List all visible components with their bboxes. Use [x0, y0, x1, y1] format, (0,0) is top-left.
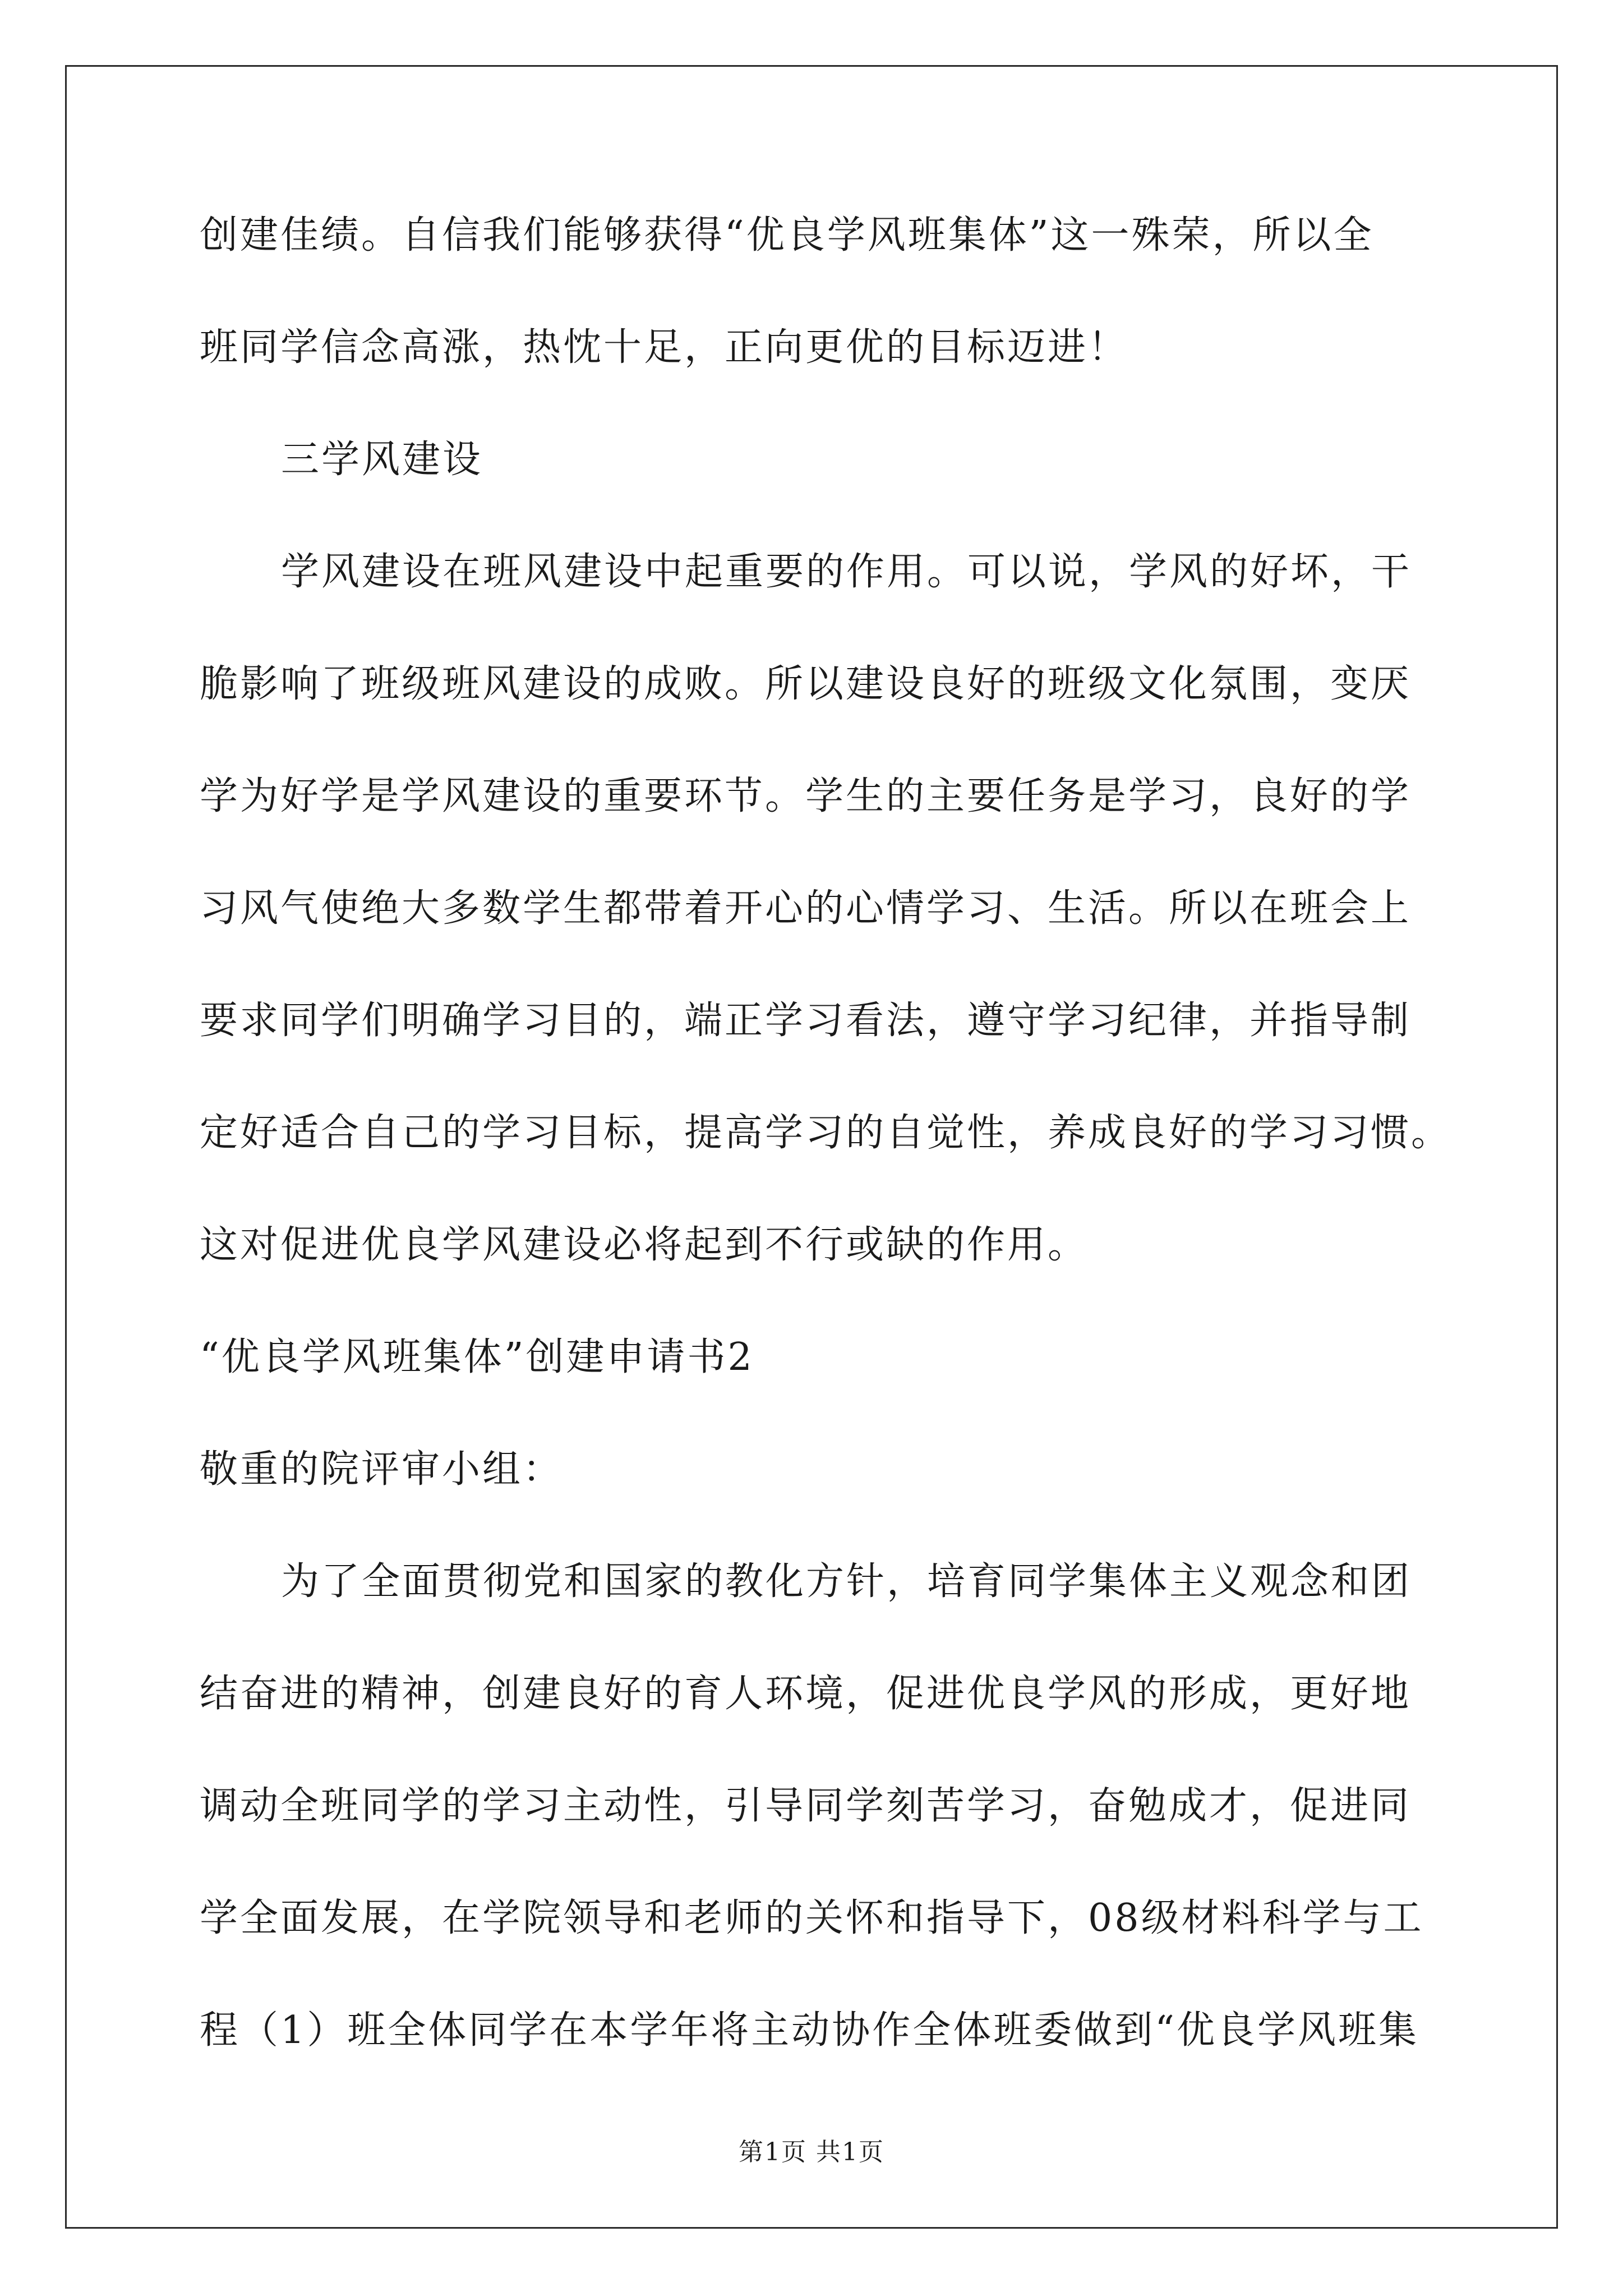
page-footer: 第1页 共1页 [739, 2138, 884, 2166]
text-line: 学为好学是学风建设的重要环节。学生的主要任务是学习，良好的学 [200, 774, 1412, 818]
text-line: 要求同学们明确学习目的，端正学习看法，遵守学习纪律，并指导制 [200, 999, 1412, 1043]
text-line: 班同学信念高涨，热忱十足，正向更优的目标迈进！ [200, 325, 1129, 370]
text-line: 创建佳绩。自信我们能够获得“优良学风班集体”这一殊荣，所以全 [200, 213, 1374, 257]
text-line: 调动全班同学的学习主动性，引导同学刻苦学习，奋勉成才，促进同 [200, 1784, 1412, 1828]
text-line: 学风建设在班风建设中起重要的作用。可以说，学风的好坏，干 [281, 550, 1412, 594]
text-line: 这对促进优良学风建设必将起到不行或缺的作用。 [200, 1223, 1089, 1267]
salutation: 敬重的院评审小组： [200, 1447, 564, 1492]
text-line: 为了全面贯彻党和国家的教化方针，培育同学集体主义观念和团 [281, 1559, 1412, 1604]
document-title: “优良学风班集体”创建申请书2 [200, 1335, 754, 1379]
text-line: 学全面发展，在学院领导和老师的关怀和指导下，08级材料科学与工 [200, 1896, 1424, 1940]
section-heading: 三学风建设 [281, 438, 483, 482]
text-line: 定好适合自己的学习目标，提高学习的自觉性，养成良好的学习习惯。 [200, 1111, 1452, 1155]
text-line: 结奋进的精神，创建良好的育人环境，促进优良学风的形成，更好地 [200, 1672, 1412, 1716]
text-line: 习风气使绝大多数学生都带着开心的心情学习、生活。所以在班会上 [200, 886, 1412, 931]
text-line: 脆影响了班级班风建设的成败。所以建设良好的班级文化氛围，变厌 [200, 662, 1412, 706]
text-line: 程（1）班全体同学在本学年将主动协作全体班委做到“优良学风班集 [200, 2008, 1419, 2053]
